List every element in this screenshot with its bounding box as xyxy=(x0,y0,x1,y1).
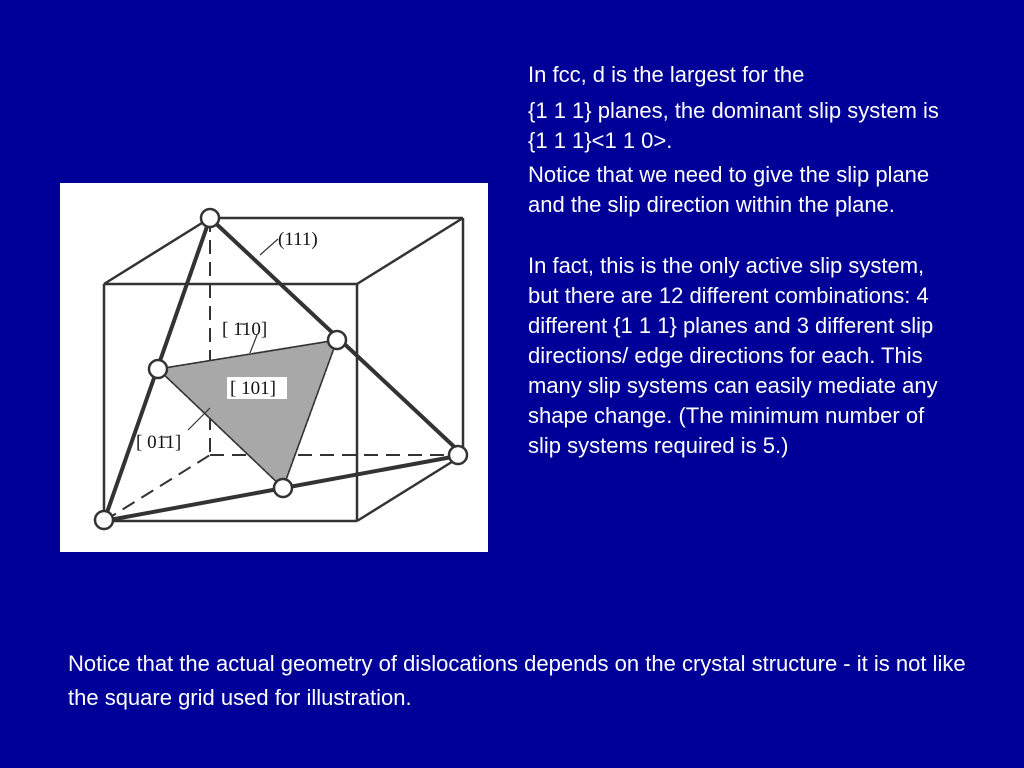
direction-label-1: [ 1̄10] xyxy=(222,319,268,340)
leader-line xyxy=(188,408,210,430)
direction-label-3: [ 01̄1] xyxy=(136,432,182,453)
dislocation-geometry-note: Notice that the actual geometry of dislocations depends on the crystal structure - it is not like the square grid used for illustration. xyxy=(68,651,966,710)
cube-edge xyxy=(357,218,463,284)
atom-circle xyxy=(149,360,167,378)
direction-label-2: [ 101] xyxy=(230,378,276,399)
dominant-slip-paragraph: {1 1 1} planes, the dominant slip system is {1 1 1}<1 1 0>. xyxy=(528,98,939,153)
slip-plane-direction-paragraph: Notice that we need to give the slip plane and the slip direction within the plane. xyxy=(528,162,930,217)
atom-circle xyxy=(449,446,467,464)
fcc-slip-system-figure xyxy=(60,183,488,552)
atom-circle xyxy=(274,479,292,497)
plane-label: (111) xyxy=(278,229,318,250)
slip-combinations-paragraph: In fact, this is the only active slip system, but there are 12 different combinations: 4 different {1 1 1} planes and 3 different slip directions/ edge directions for each. This many slip systems can easily mediate any shape change. (The minimum number of slip systems required is 5.) xyxy=(528,253,938,458)
atom-circle xyxy=(201,209,219,227)
fcc-cube-diagram xyxy=(60,183,488,552)
leader-line xyxy=(260,239,278,255)
intro-line: In fcc, d is the largest for the xyxy=(528,62,805,87)
cube-edge xyxy=(104,218,210,284)
atom-circle xyxy=(95,511,113,529)
explanation-text xyxy=(528,60,948,461)
atom-circle xyxy=(328,331,346,349)
